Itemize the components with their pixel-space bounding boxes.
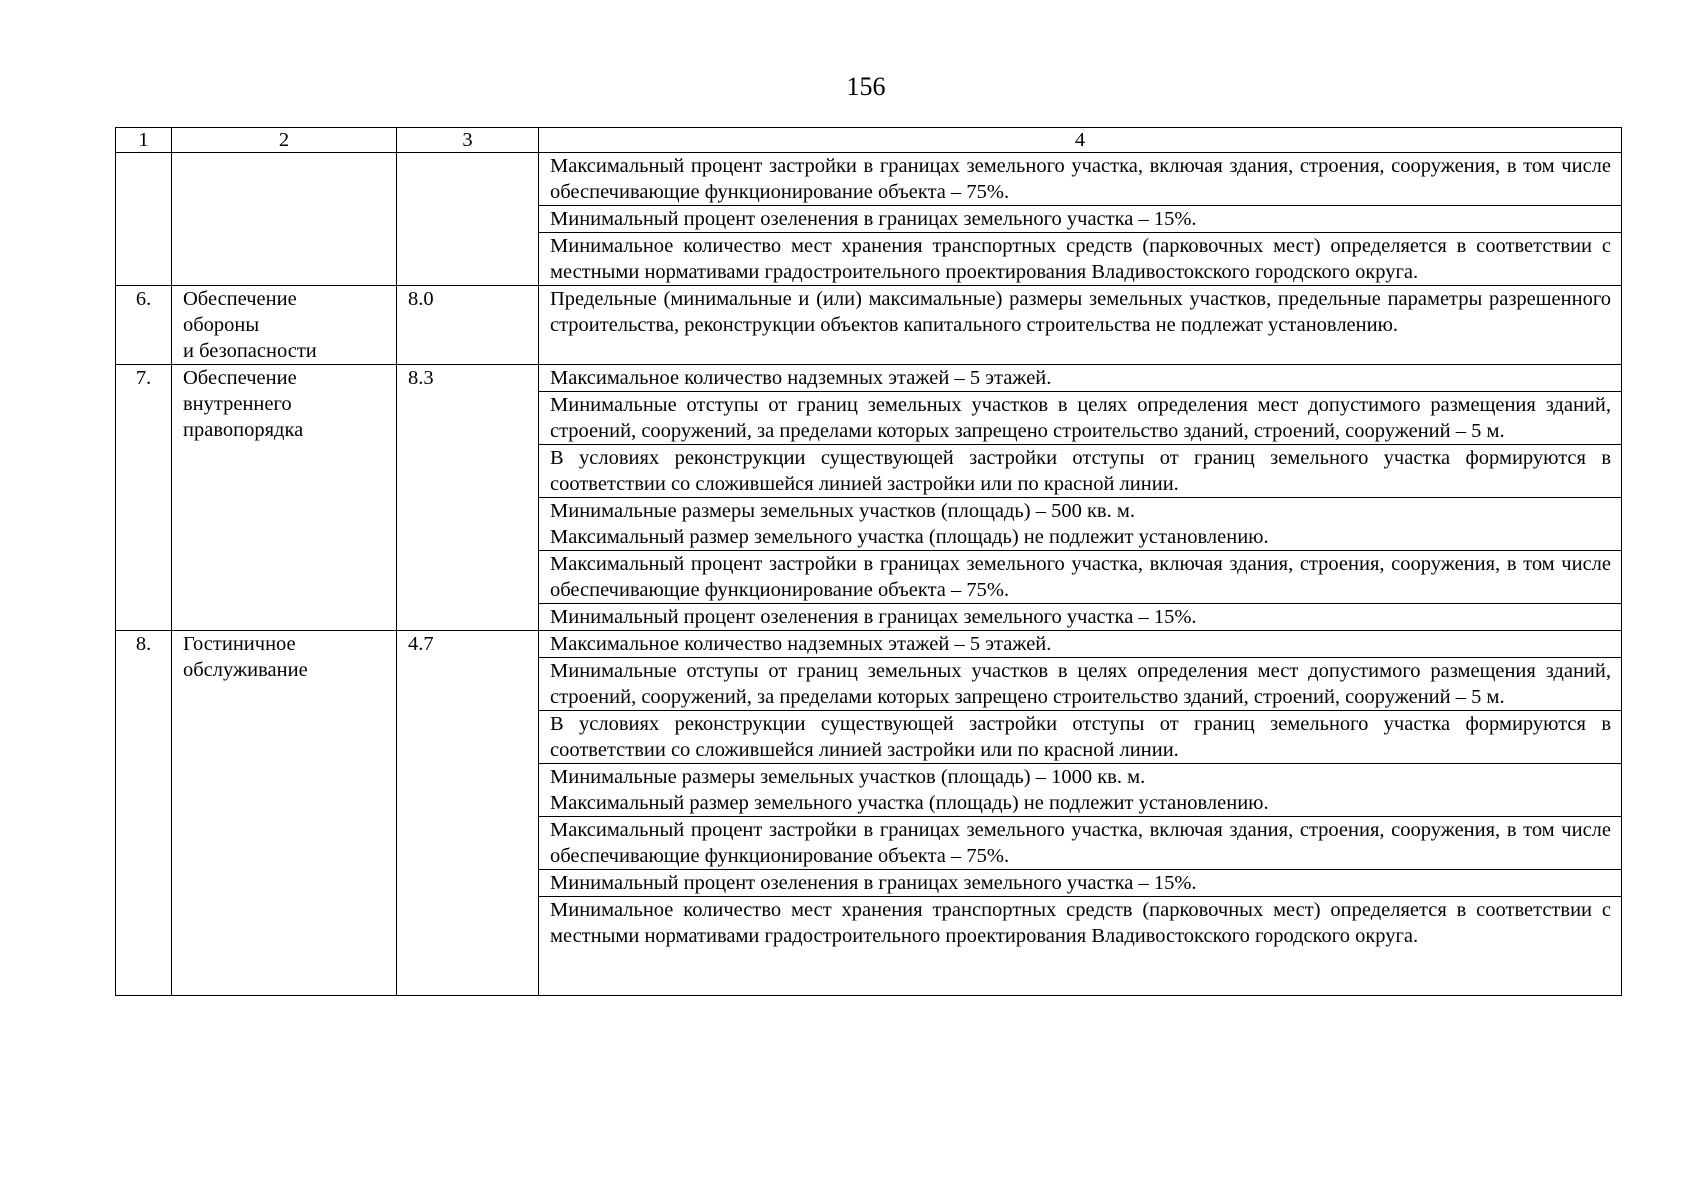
row-name-line: обслуживание xyxy=(183,659,308,681)
row-code: 4.7 xyxy=(397,631,539,996)
row-name-line: и безопасности xyxy=(183,340,317,362)
row-code xyxy=(397,153,539,286)
row-code: 8.0 xyxy=(397,286,539,365)
param-line: Максимальный размер земельного участка (площадь) не подлежит установлению. xyxy=(550,792,1269,814)
row-code: 8.3 xyxy=(397,365,539,631)
param-cell: В условиях реконструкции существующей застройки отступы от границ земельного участка формируются в соответствии со сложившейся линией застройки или по красной линии. xyxy=(539,445,1622,498)
param-line: Максимальный размер земельного участка (площадь) не подлежит установлению. xyxy=(550,526,1269,548)
param-cell: Минимальный процент озеленения в границах земельного участка – 15%. xyxy=(539,870,1622,897)
param-cell: Максимальный процент застройки в границах земельного участка, включая здания, строения, сооружения, в том числе обеспечивающие функционирование объекта – 75%. xyxy=(539,817,1622,870)
row-number: 7. xyxy=(116,365,172,631)
page-number: 156 xyxy=(846,72,886,101)
param-cell: Максимальное количество надземных этажей – 5 этажей. xyxy=(539,631,1622,658)
row-name-line: правопорядка xyxy=(183,419,304,441)
param-cell: Минимальное количество мест хранения транспортных средств (парковочных мест) определяется в соответствии с местными нормативами градостроительного проектирования Владивостокского городского округа. xyxy=(539,897,1622,996)
row-name-line: Обеспечение xyxy=(183,367,297,389)
param-cell: Минимальный процент озеленения в границах земельного участка – 15%. xyxy=(539,604,1622,631)
row-name-line: обороны xyxy=(183,314,260,336)
param-cell xyxy=(539,498,1622,551)
header-cell: 3 xyxy=(397,128,539,153)
param-cell: Минимальные отступы от границ земельных участков в целях определения мест допустимого размещения зданий, строений, сооружений, за пределами которых запрещено строительство зданий, строений, сооружений – 5 м. xyxy=(539,658,1622,711)
regulations-table xyxy=(115,127,1622,996)
row-number: 8. xyxy=(116,631,172,996)
row-name xyxy=(172,153,397,286)
param-cell: Минимальный процент озеленения в границах земельного участка – 15%. xyxy=(539,206,1622,233)
row-name-line: Обеспечение xyxy=(183,288,297,310)
row-number xyxy=(116,153,172,286)
param-cell xyxy=(539,764,1622,817)
table-row xyxy=(116,153,1622,206)
row-number: 6. xyxy=(116,286,172,365)
row-name-line: Гостиничное xyxy=(183,633,296,655)
header-cell: 1 xyxy=(116,128,172,153)
param-cell: Минимальное количество мест хранения транспортных средств (парковочных мест) определяется в соответствии с местными нормативами градостроительного проектирования Владивостокского городского округа. xyxy=(539,233,1622,286)
param-cell: Предельные (минимальные и (или) максимальные) размеры земельных участков, предельные параметры разрешенного строительства, реконструкции объектов капитального строительства не подлежат установлению. xyxy=(539,286,1622,365)
param-cell: Максимальный процент застройки в границах земельного участка, включая здания, строения, сооружения, в том числе обеспечивающие функционирование объекта – 75%. xyxy=(539,551,1622,604)
param-line: Минимальные размеры земельных участков (площадь) – 500 кв. м. xyxy=(550,500,1135,522)
header-cell: 4 xyxy=(539,128,1622,153)
table-row xyxy=(116,286,1622,365)
param-cell: В условиях реконструкции существующей застройки отступы от границ земельного участка формируются в соответствии со сложившейся линией застройки или по красной линии. xyxy=(539,711,1622,764)
row-name-line: внутреннего xyxy=(183,393,292,415)
header-cell: 2 xyxy=(172,128,397,153)
row-name xyxy=(172,631,397,996)
row-name xyxy=(172,365,397,631)
param-cell: Максимальное количество надземных этажей – 5 этажей. xyxy=(539,365,1622,392)
param-line: Минимальные размеры земельных участков (площадь) – 1000 кв. м. xyxy=(550,766,1146,788)
param-cell: Минимальные отступы от границ земельных участков в целях определения мест допустимого размещения зданий, строений, сооружений, за пределами которых запрещено строительство зданий, строений, сооружений – 5 м. xyxy=(539,392,1622,445)
row-name xyxy=(172,286,397,365)
table-header-row xyxy=(116,128,1622,153)
table-row xyxy=(116,631,1622,658)
table-row xyxy=(116,365,1622,392)
param-cell: Максимальный процент застройки в границах земельного участка, включая здания, строения, сооружения, в том числе обеспечивающие функционирование объекта – 75%. xyxy=(539,153,1622,206)
